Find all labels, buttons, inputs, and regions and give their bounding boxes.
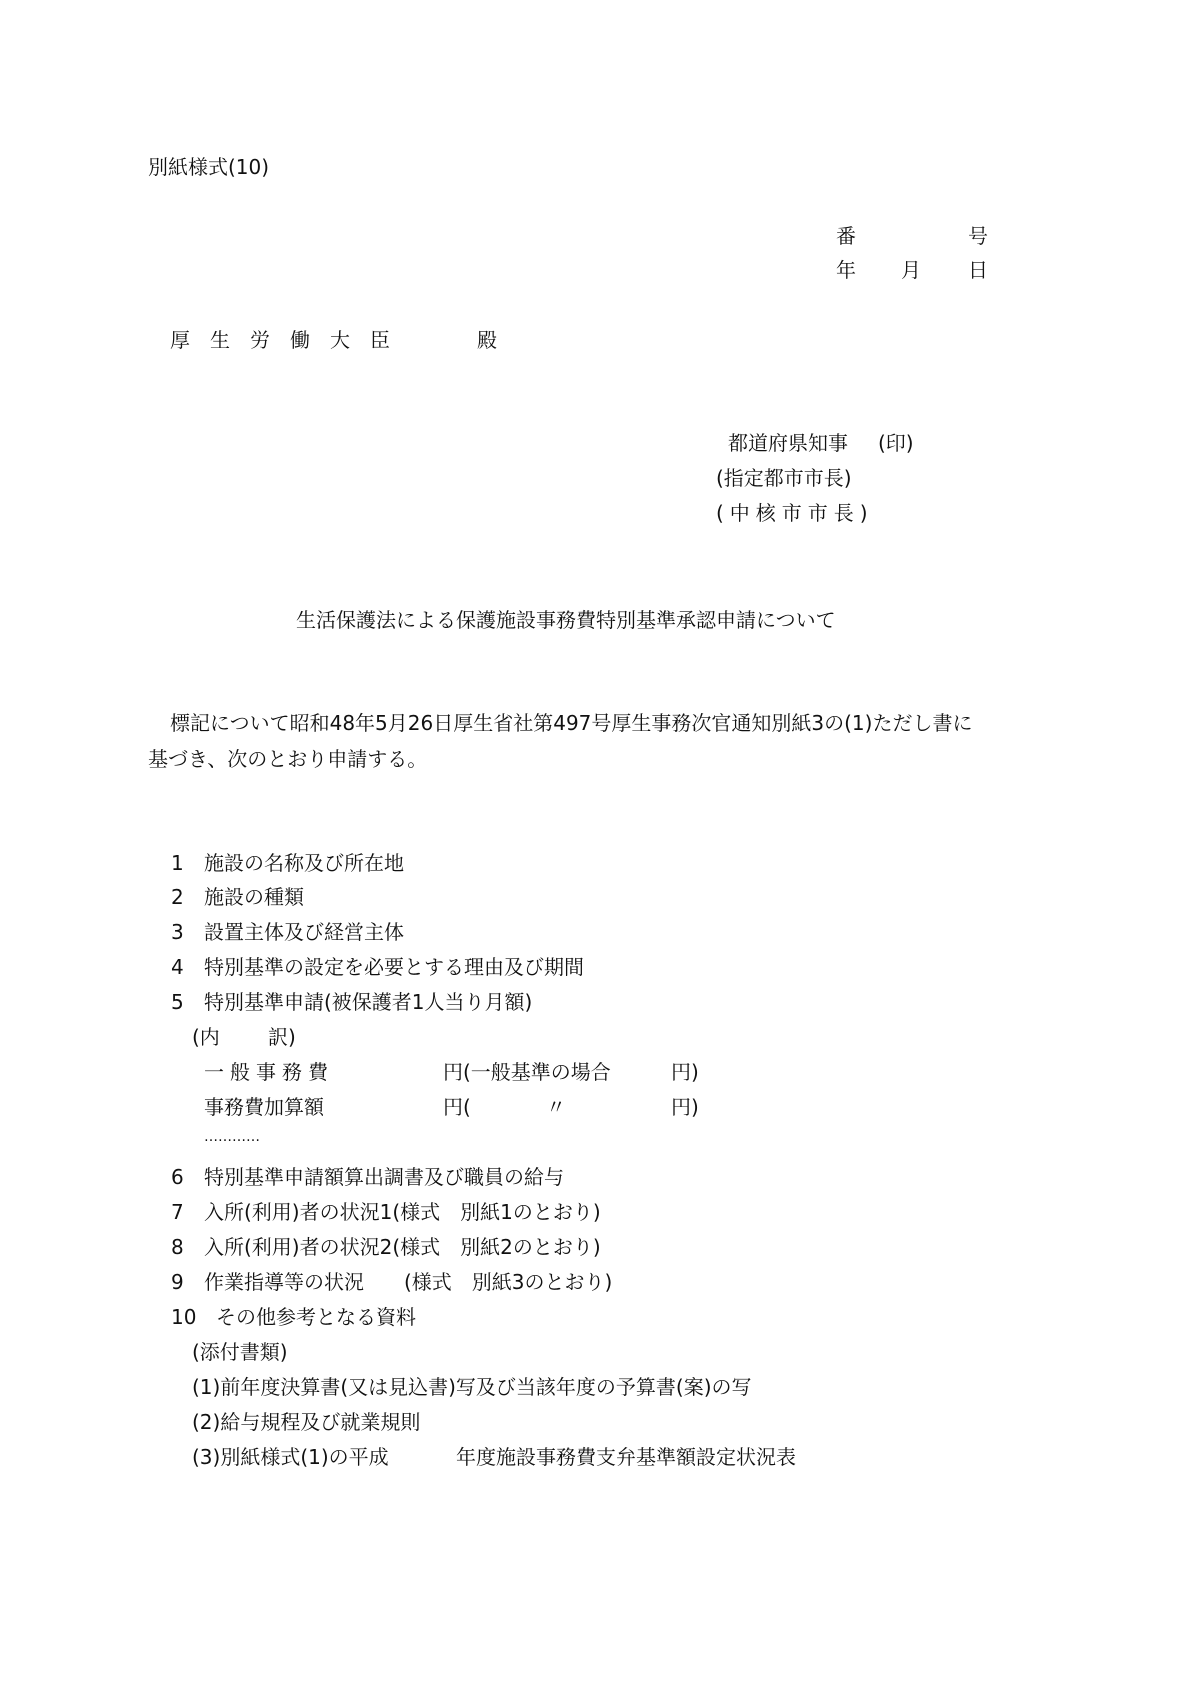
document-title: 生活保護法による保護施設事務費特別基準承認申請について xyxy=(296,608,836,632)
body-line-2: 基づき、次のとおり申請する。 xyxy=(148,747,428,771)
general-expense-yen-end: 円) xyxy=(671,1060,699,1084)
item-text: 特別基準申請(被保護者1人当り月額) xyxy=(204,990,533,1014)
addressee-name: 厚生労働大臣 xyxy=(170,328,410,352)
breakdown-heading-close: 訳) xyxy=(268,1025,296,1049)
attachment-item: (2)給与規程及び就業規則 xyxy=(192,1410,421,1434)
item-number: 8 xyxy=(171,1235,184,1259)
item-text: 設置主体及び経営主体 xyxy=(204,920,404,944)
item-text: 特別基準の設定を必要とする理由及び期間 xyxy=(204,955,584,979)
item-number: 1 xyxy=(171,851,184,875)
ditto-mark: 〃 xyxy=(546,1095,566,1119)
sender-governor: 都道府県知事 xyxy=(728,431,848,455)
general-expense-label: 一般事務費 xyxy=(204,1060,334,1084)
item-text: 施設の種類 xyxy=(204,885,304,909)
attachment-item-continuation: 年度施設事務費支弁基準額設定状況表 xyxy=(456,1445,796,1469)
date-day: 日 xyxy=(968,258,988,282)
date-month: 月 xyxy=(901,258,921,282)
item-number: 6 xyxy=(171,1165,184,1189)
sender-designated-city-mayor: (指定都市市長) xyxy=(716,466,852,490)
item-number: 7 xyxy=(171,1200,184,1224)
item-number: 5 xyxy=(171,990,184,1014)
breakdown-heading-open: (内 xyxy=(192,1025,220,1049)
attachment-item: (3)別紙様式(1)の平成 xyxy=(192,1445,389,1469)
sender-core-city-mayor: (中核市市長) xyxy=(716,501,874,525)
additional-expense-yen: 円( xyxy=(443,1095,471,1119)
general-expense-yen: 円(一般基準の場合 xyxy=(443,1060,611,1084)
item-text: 入所(利用)者の状況2(様式 別紙2のとおり) xyxy=(204,1235,601,1259)
number-label-end: 号 xyxy=(968,224,988,248)
attachment-item: (1)前年度決算書(又は見込書)写及び当該年度の予算書(案)の写 xyxy=(192,1375,752,1399)
item-text: 入所(利用)者の状況1(様式 別紙1のとおり) xyxy=(204,1200,601,1224)
item-number: 4 xyxy=(171,955,184,979)
item-text: 作業指導等の状況 (様式 別紙3のとおり) xyxy=(204,1270,613,1294)
sender-seal: (印) xyxy=(878,431,914,455)
body-line-1: 標記について昭和48年5月26日厚生省社第497号厚生事務次官通知別紙3の(1)ただし書に xyxy=(170,711,973,735)
addressee-honorific: 殿 xyxy=(477,328,497,352)
number-label-start: 番 xyxy=(836,224,856,248)
item-text: 施設の名称及び所在地 xyxy=(204,851,404,875)
item-text: 特別基準申請額算出調書及び職員の給与 xyxy=(204,1165,564,1189)
additional-expense-label: 事務費加算額 xyxy=(204,1095,324,1119)
item-number: 2 xyxy=(171,885,184,909)
item-text: その他参考となる資料 xyxy=(216,1305,416,1329)
additional-expense-yen-end: 円) xyxy=(671,1095,699,1119)
item-number: 9 xyxy=(171,1270,184,1294)
form-label: 別紙様式(10) xyxy=(148,155,270,179)
attachments-heading: (添付書類) xyxy=(192,1340,288,1364)
item-number: 10 xyxy=(171,1305,197,1329)
date-year: 年 xyxy=(836,258,856,282)
breakdown-ellipsis: ………… xyxy=(204,1129,260,1145)
item-number: 3 xyxy=(171,920,184,944)
